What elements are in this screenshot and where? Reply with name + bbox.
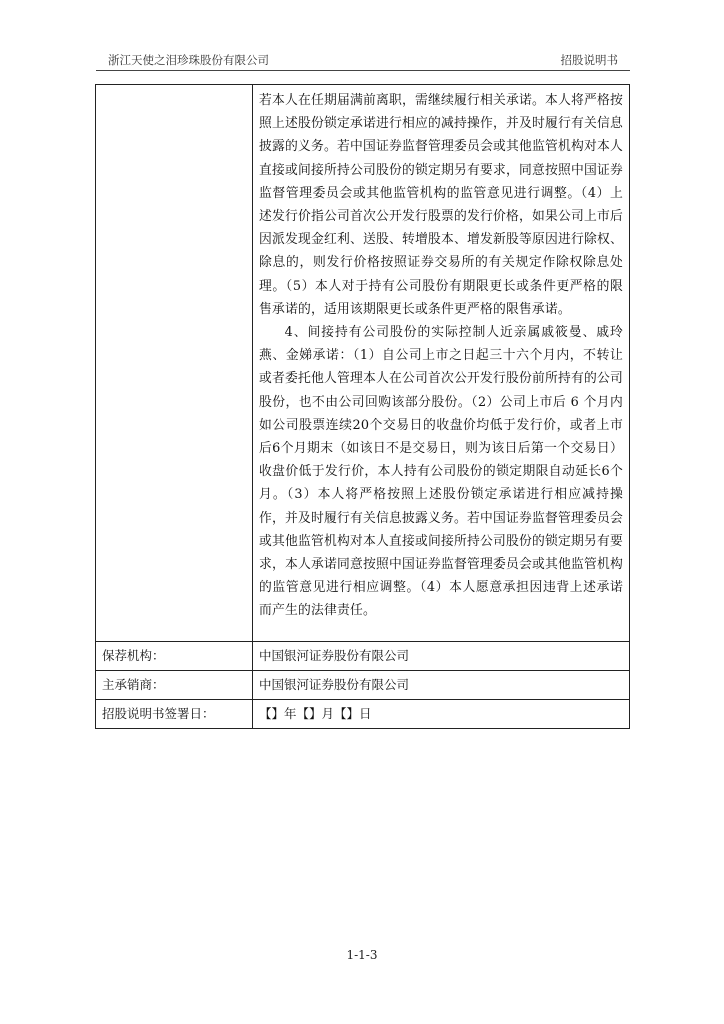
info-table — [95, 84, 630, 729]
commitment-paragraph-2: 4、间接持有公司股份的实际控制人近亲属戚筱曼、戚玲燕、金娣承诺：（1）自公司上市之日起三十六个月内，不转让或者委托他人管理本人在公司首次公开发行股份前所持有的公司股份，也不由公司回购该部分股份。（2）公司上市后 6 个月内如公司股票连续20个交易日的收盘价均低于发行价，或者上市后6个月期末（如该日不是交易日，则为该日后第一个交易日）收盘价低于发行价，本人持有公司股份的锁定期限自动延长6个月。（3）本人将严格按照上述股份锁定承诺进行相应减持操作，并及时履行有关信息披露义务。若中国证券监督管理委员会或其他监管机构对本人直接或间接所持公司股份的锁定期另有要求，本人承诺同意按照中国证券监督管理委员会或其他监管机构的监管意见进行相应调整。（4）本人愿意承担因违背上述承诺而产生的法律责任。 — [259, 325, 623, 619]
signing-date-value: 【】年【】月【】日 — [253, 700, 630, 729]
table-row — [96, 671, 630, 700]
sponsor-value: 中国银河证券股份有限公司 — [253, 642, 630, 671]
commitment-paragraph-1: 若本人在任期届满前离职，需继续履行相关承诺。本人将严格按照上述股份锁定承诺进行相应的减持操作，并及时履行有关信息披露的义务。若中国证券监督管理委员会或其他监管机构对本人直接或间接所持公司股份的锁定期另有要求，同意按照中国证券监督管理委员会或其他监管机构的监管意见进行调整。（4）上述发行价指公司首次公开发行股票的发行价格，如果公司上市后因派发现金红利、送股、转增股本、增发新股等原因进行除权、除息的，则发行价格按照证券交易所的有关规定作除权除息处理。（5）本人对于持有公司股份有期限更长或条件更严格的限售承诺的，适用该期限更长或条件更严格的限售承诺。 — [259, 93, 623, 317]
header-document-type: 招股说明书 — [560, 53, 618, 67]
commitment-row — [96, 85, 630, 642]
commitment-text-cell — [253, 85, 630, 642]
underwriter-label: 主承销商： — [96, 671, 253, 700]
page-number: 1-1-3 — [346, 948, 378, 962]
underwriter-value: 中国银河证券股份有限公司 — [253, 671, 630, 700]
table-row — [96, 642, 630, 671]
header-company-name: 浙江天使之泪珍珠股份有限公司 — [108, 53, 269, 67]
commitment-label-cell — [96, 85, 253, 642]
table-row — [96, 700, 630, 729]
header-divider — [96, 70, 630, 71]
signing-date-label: 招股说明书签署日： — [96, 700, 253, 729]
sponsor-label: 保荐机构： — [96, 642, 253, 671]
